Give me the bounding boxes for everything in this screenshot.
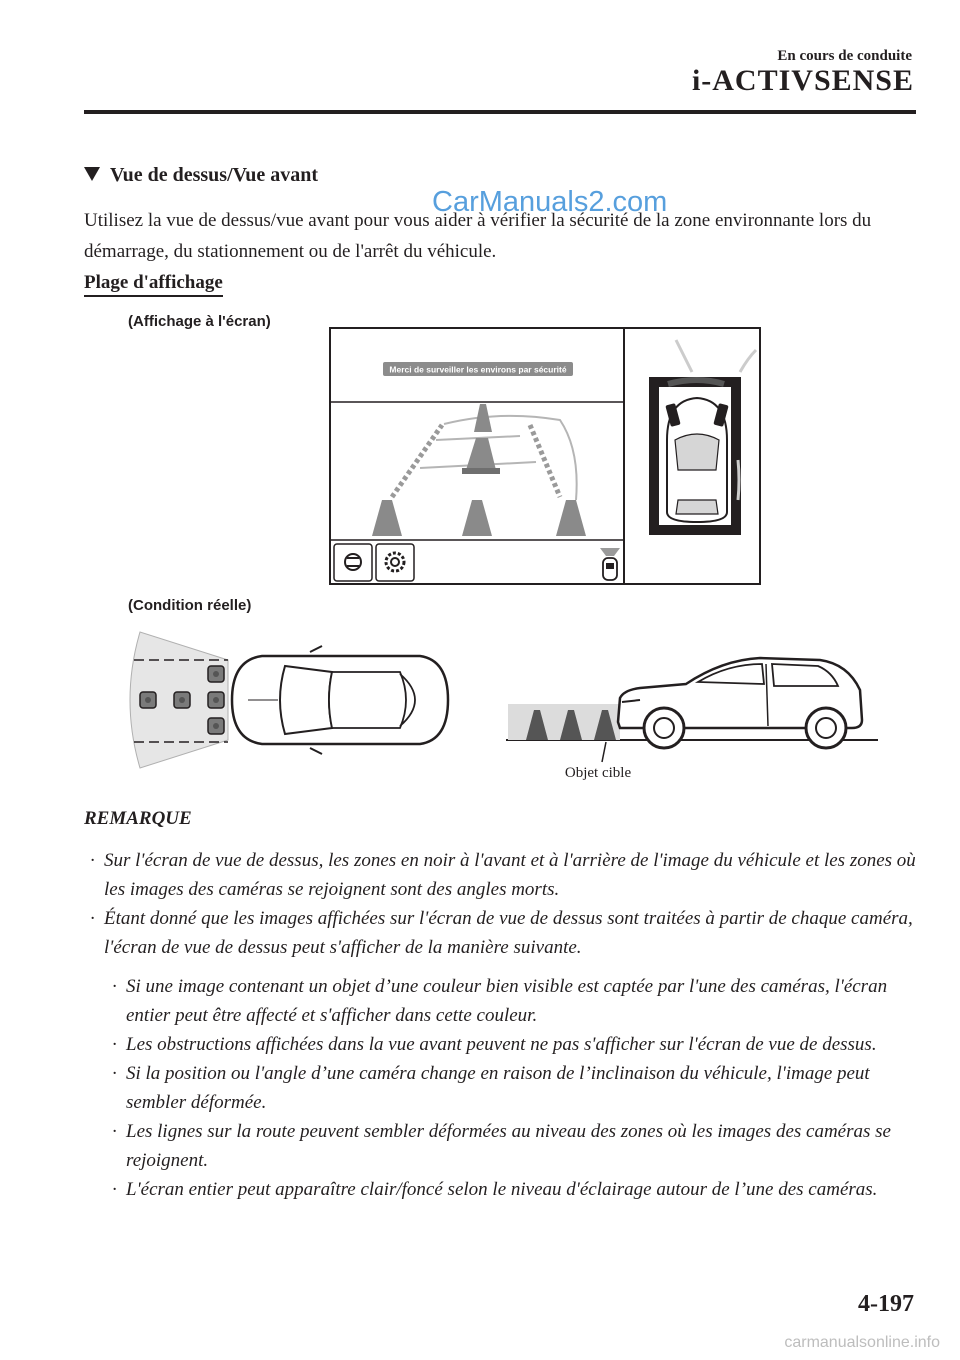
remark-subitem: · Si une image contenant un objet d’une couleur bien visible est captée par l'une des caméras, l'écran entier peut être affecté et s'afficher dans cette couleur. <box>112 976 888 1026</box>
footer-watermark: carmanualsonline.info <box>784 1334 940 1351</box>
page-number: 4-197 <box>858 1291 914 1317</box>
remark-subitem: · Si la position ou l'angle d’une caméra change en raison de l’inclinaison du véhicule, l'image peut sembler déformée. <box>112 1063 870 1113</box>
remark-subitem: · Les lignes sur la route peuvent sembler déformées au niveau des zones où les images des caméras se rejoignent. <box>112 1121 891 1171</box>
remark-title: REMARQUE <box>84 808 192 829</box>
remark-list <box>84 846 924 1204</box>
settings-button[interactable] <box>376 544 414 581</box>
section-title-text: Vue de dessus/Vue avant <box>110 164 319 186</box>
target-object-label: Objet cible <box>564 765 632 781</box>
screen-banner-text: Merci de surveiller les environs par sécurité <box>389 364 567 375</box>
remark-item: · Sur l'écran de vue de dessus, les zones en noir à l'avant et à l'arrière de l'image du véhicule et les zones où les images des caméras se rejoignent sont des angles morts. <box>90 850 916 900</box>
intro-paragraph: Utilisez la vue de dessus/vue avant pour vous aider à vérifier la sécurité de la zone environnante lors du démarrage, du stationnement ou de l'arrêt du véhicule. <box>84 210 872 262</box>
watermark: CarManuals2.com <box>432 186 668 218</box>
display-range-heading: Plage d'affichage <box>84 272 223 297</box>
header-chapter: i-ACTIVSENSE <box>691 64 914 97</box>
remark-item: · Étant donné que les images affichées sur l'écran de vue de dessus sont traitées à partir de chaque caméra, l'écran de vue de dessus peut s'afficher de la manière suivante. <box>90 908 913 958</box>
remark-subitems <box>84 972 924 1204</box>
real-condition-label: (Condition réelle) <box>128 597 252 614</box>
remark-subitem: · Les obstructions affichées dans la vue avant peuvent ne pas s'afficher sur l'écran de vue de dessus. <box>112 1034 877 1055</box>
side-view-cones <box>526 710 616 740</box>
screen-display <box>330 328 760 584</box>
real-side-view <box>506 658 878 781</box>
remark-subitem: · L'écran entier peut apparaître clair/foncé selon le niveau d'éclairage autour de l’une des caméras. <box>112 1179 878 1200</box>
header-section: En cours de conduite <box>777 48 912 64</box>
real-top-view <box>130 632 448 768</box>
screen-display-label: (Affichage à l'écran) <box>128 313 271 330</box>
camera-switch-button[interactable] <box>334 544 372 581</box>
